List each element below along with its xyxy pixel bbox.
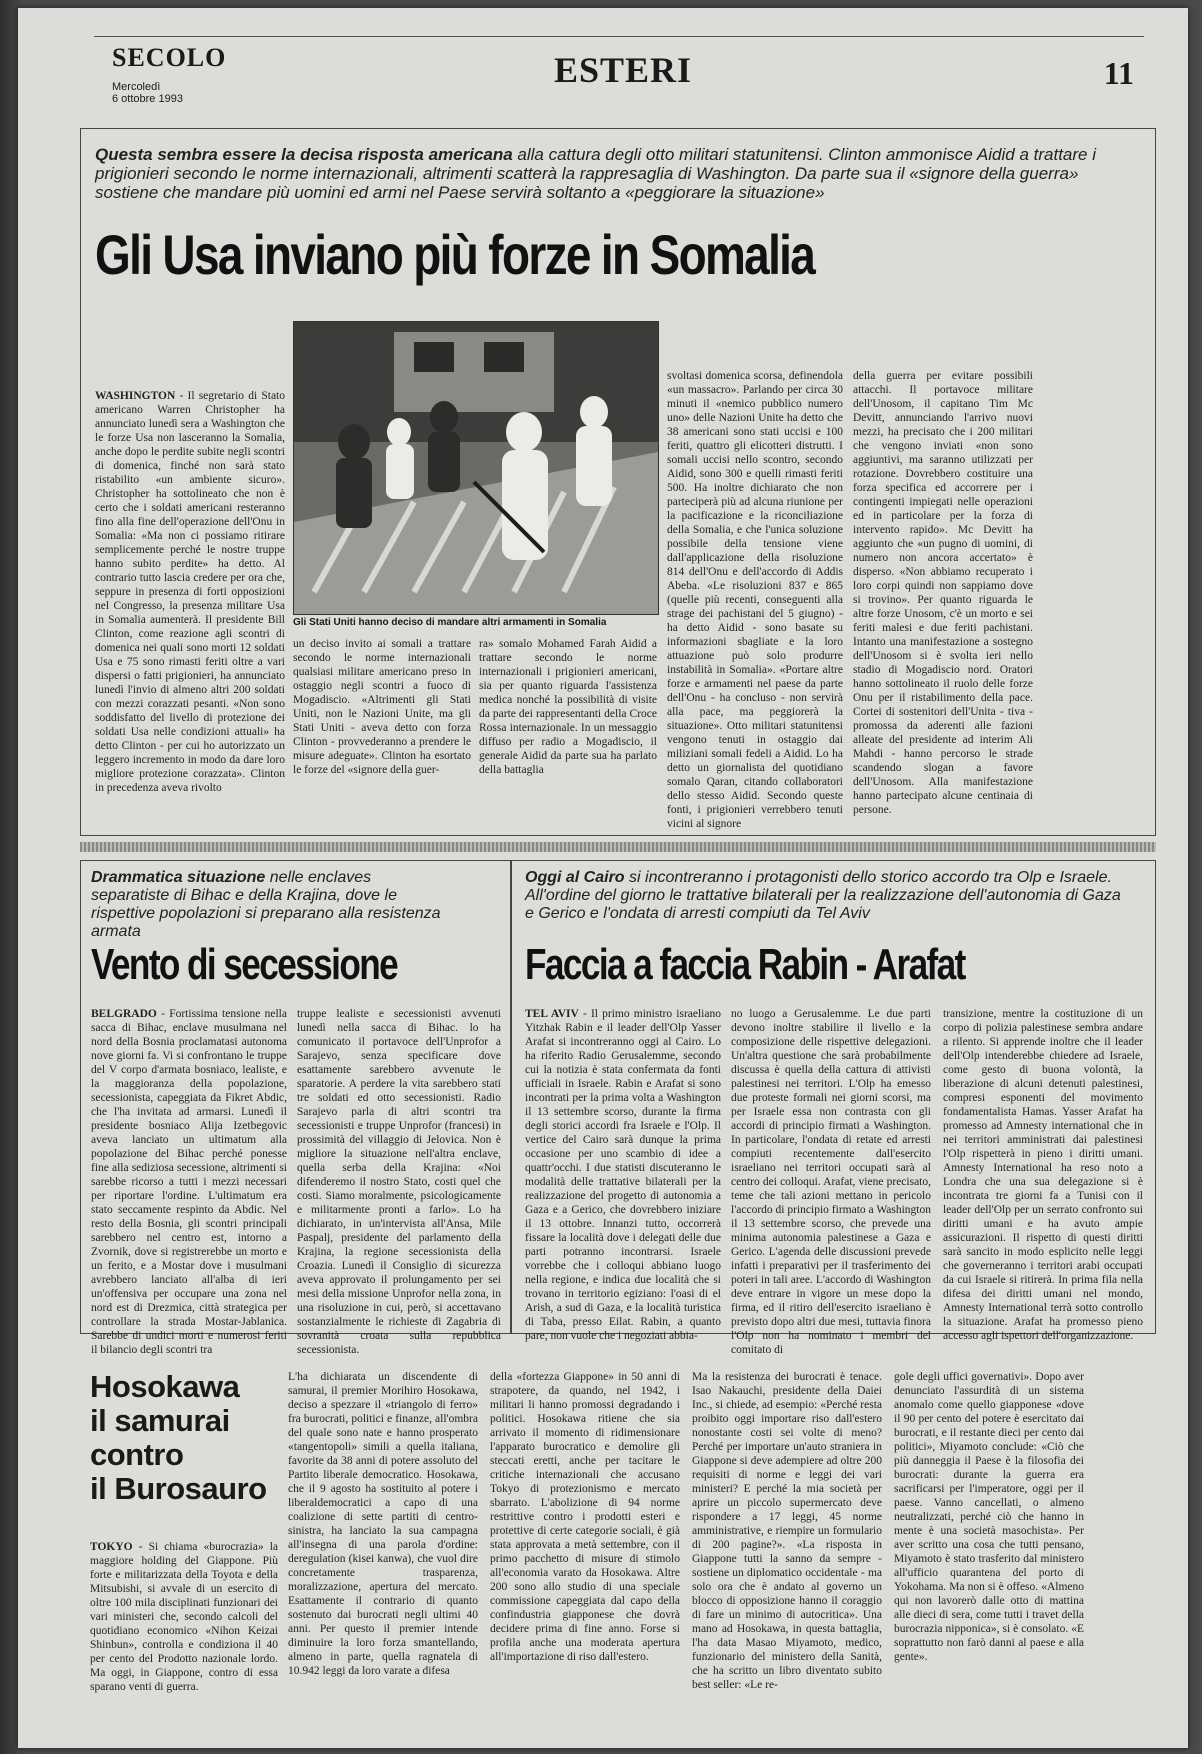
lead-dateline: WASHINGTON	[95, 390, 176, 402]
japan-headline	[90, 1370, 280, 1506]
newspaper-page	[18, 8, 1188, 1748]
japan-column-1	[90, 1540, 278, 1720]
japan-column-1-text: - Si chiama «burocrazia» la maggiore holding del Giappone. Più forte e militarizzata della Toyota e della Mitsubishi, si avvale di un esercito di oltre 100 mila disciplinati funzionari dei vari ministeri che, secondo calcoli del quotidiano economico «Nihon Keizai Shinbun», controlla e condiziona il 40 per cento del Prodotto nazionale lordo. Ma oggi, in Giappone, contro di essa sparano venti di guerra.	[90, 1541, 278, 1693]
japan-headline-line-3: contro	[90, 1437, 184, 1472]
lead-headline: Gli Usa inviano più forze in Somalia	[95, 223, 815, 286]
mideast-kicker	[525, 869, 1125, 923]
japan-column-5: gole degli uffici governativi». Dopo aver denunciato l'assurdità di un sistema anomalo come quello giapponese «dove il 90 per cento del potere è esercitato dai burocrati, e il restante dieci per cento dai politici», Miyamoto conclude: «Ciò che più danneggia il Paese è la filosofia dei burocrati: durante la guerra era sacrificarsi per l'imperatore, oggi per il paese. Vanno cancellati, o almeno neutralizzati, perché ciò che hanno in mente è una società masochista». Per aver scritto una cosa che tutti pensano, Miyamoto è stato trasferito dal ministero all'ufficio quarantena del porto di Yokohama. Ma non si è offeso. «Almeno qui non lavorerò dalle otto di mattina alle dieci di sera, come tutti i travet della burocrazia nipponica», si è consolato. «E soprattutto non farò danni al paese e alla gente».	[894, 1371, 1084, 1663]
mideast-column-1	[525, 1007, 721, 1342]
lead-kicker-bold: Questa sembra essere la decisa risposta americana	[95, 145, 513, 164]
lead-photo	[293, 321, 659, 615]
issue-date-text: 6 ottobre 1993	[112, 93, 183, 105]
lead-column-1	[95, 389, 285, 819]
lead-column-4: svoltasi domenica scorsa, definendola «un massacro». Parlando per circa 30 minuti il «nemico pubblico numero uno» delle Nazioni Unite ha detto che 38 americani sono stati uccisi e 100 feriti, quattro gli elicotteri distrutti. I somali uccisi nello scontro, secondo Aidid, sono 300 e quelli rimasti feriti 500. Ha inoltre dichiarato che non parteciperà più ad alcuna riunione per la pacificazione e la riconciliazione della Somalia, e che l'unica soluzione possibile della tensione viene dall'applicazione della risoluzione 814 dell'Onu e dell'accordo di Addis Abeba. «Le risoluzioni 837 e 865 (quelle più recenti, conseguenti alla strage dei pachistani del 5 giugno) - ha detto Aidid - sono basate su informazioni sbagliate e la loro attuazione può solo produrre instabilità in Somalia». «Portare altre forze e armamenti nel paese da parte dell'Onu - ha concluso - non servirà alla pace, ma peggiorerà la situazione». Otto militari statunitensi vengono tenuti in ostaggio dai miliziani somali fedeli a Aidid. Lo ha detto un giornalista del quotidiano somalo Qaran, citando collaboratori dello stesso Aidid. Secondo queste fonti, i prigionieri verrebbero tenuti vicini al signore	[667, 370, 843, 830]
mideast-column-1-text: - Il primo ministro israeliano Yitzhak Rabin e il leader dell'Olp Yasser Arafat si incontreranno oggi al Cairo. Lo ha riferito Radio Gerusalemme, secondo cui la notizia è stata confermata da fonti ufficiali in Israele. Rabin e Arafat si sono incontrati per la prima volta a Washington il 13 settembre scorso, durante la firma degli storici accordi fra Israele e l'Olp. Il vertice del Cairo sarà dunque la prima occasione per uno scambio di idee a quattr'occhi. I due statisti discuteranno le modalità delle trattative bilaterali per la realizzazione del progetto di autonomia a Gaza e a Gerico, che dovrebbero iniziare il 13 ottobre. Innanzi tutto, occorrerà fissare la località dove i delegati delle due parti potranno incontrarsi. Israele vorrebbe che i colloqui abbiano luogo nella regione, e indica due località che si trovano in territorio egiziano: l'oasi di el Arish, a sud di Gaza, e la località turistica di Taba, presso Eilat. Rabin, a quanto pare, non vuole che i negoziati abbia-	[525, 1008, 721, 1342]
japan-dateline: TOKYO	[90, 1541, 133, 1553]
bosnia-kicker-text: nelle enclaves separatiste di Bihac e della Krajina, dove le rispettive popolazioni si preparano alla resistenza armata	[91, 869, 441, 940]
section-separator	[80, 842, 1156, 852]
mideast-kicker-text: si incontreranno i protagonisti dello storico accordo tra Olp e Israele. All'ordine del giorno le trattative bilaterali per la realizzazione dell'autonomia di Gaza e Gerico e l'ondata di arresti compiuti da Tel Aviv	[525, 869, 1121, 922]
japan-column-3: della «fortezza Giappone» in 50 anni di strapotere, da quando, nel 1942, i militari li hanno promossi degradando i politici. Hosokawa ritiene che sia arrivato il momento di ridimensionare l'apparato burocratico e demolire gli steccati eretti, anche per tacitare le critiche internazionali che accusano Tokyo di protezionismo e mercato sbarrato. L'abolizione di 94 norme restrittive contro i prodotti esteri e protettive di certe categorie sociali, è già stata approvata a metà settembre, con il primo pacchetto di misure di stimolo all'economia varato da Hosokawa. Altre 200 sono allo studio di una speciale commissione capeggiata dal capo della confindustria giapponese che dovrà decidere prima di fine anno. Forse si profila anche una moderata apertura all'importazione di riso dall'estero.	[490, 1371, 680, 1663]
japan-headline-line-2: il samurai	[90, 1403, 230, 1438]
mideast-dateline: TEL AVIV	[525, 1008, 579, 1020]
lead-column-5: della guerra per evitare possibili attacchi. Il portavoce militare dell'Unosom, il capitano Tim Mc Devitt, annunciando l'arrivo nuovi mezzi, ha precisato che i 200 militari che vengono inviati «non sono aggiuntivi, ma saranno utilizzati per rotazione. Dovrebbero costituire una forza specifica ed accorrere per i contingenti impiegati nelle operazioni ed in particolare per la forza di intervento rapido». Mc Devitt ha aggiunto che «un pugno di uomini, di numero non ancora accertato» è disperso. «Non abbiamo recuperato i loro corpi quindi non sappiamo dove si trovino». Per quanto riguarda le altre forze Unosom, c'è un morto e sei feriti malesi e due feriti pachistani. Intanto una manifestazione a sostegno dell'Unosom si è svolta ieri nello stadio di Mogadiscio nord. Oratori hanno sottolineato il ruolo delle forze Onu per il ristabilimento della pace. Cortei di sostenitori dell'Unita - tiva - promossa da aderenti alle fazioni alleate del presidente ad interim Ali Mahdi - hanno percorso le strade scandendo slogan a favore dell'Unosom. Alla manifestazione hanno partecipato alcune centinaia di persone.	[853, 370, 1033, 816]
lead-column-2: un deciso invito ai somali a trattare secondo le norme internazionali qualsiasi militare americano preso in ostaggio negli scontri a fuoco di Mogadiscio. «Altrimenti gli Stati Uniti, non le Nazioni Unite, ma gli Stati Uniti - aveva detto con forza Clinton - provvederanno a prendere le misure adeguate». Clinton ha esortato le forze del «signore della guer-	[293, 638, 471, 776]
lead-photo-caption: Gli Stati Uniti hanno deciso di mandare altri armamenti in Somalia	[293, 617, 607, 628]
lead-kicker	[95, 145, 1135, 202]
lead-column-3: ra» somalo Mohamed Farah Aidid a trattare secondo le norme internazionali i prigionieri americani, sia per quanto riguarda l'assistenza medica nonché la possibilità di visite da parte dei rappresentanti della Croce Rossa internazionale. In un messaggio diffuso per radio a Mogadiscio, il generale Aidid da parte sua ha parlato della battaglia	[479, 638, 657, 776]
mideast-headline: Faccia a faccia Rabin - Arafat	[525, 940, 965, 989]
lead-kicker-text: alla cattura degli otto militari statunitensi. Clinton ammonisce Aidid a trattare i prigionieri secondo le norme internazionali, altrimenti scatterà la rappresaglia di Washington. Da parte sua il «signore della guerra» sostiene che mandare più uomini ed armi nel Paese servirà soltanto a «peggiorare la situazione»	[95, 145, 1096, 202]
japan-article	[80, 1340, 1156, 1740]
bosnia-column-2: truppe lealiste e secessionisti avvenuti lunedì nella sacca di Bihac. lo ha comunicato il portavoce dell'Unprofor a Sarajevo, senza specificare dove esattamente sarebbero avvenute le sparatorie. A perdere la vita sarebbero stati tre soldati ed otto secessionisti. Radio Sarajevo parla di altri scontri tra secessionisti e truppe Unprofor (francesi) in prossimità del villaggio di Jelovica. Non è migliore la situazione nell'altra enclave, quella serba della Krajina: «Noi difenderemo il nostro Stato, costi quel che costi. Siamo moralmente, psicologicamente e militarmente pronti a farlo». Lo ha dichiarato, in un'intervista all'Ansa, Mile Paspalj, presidente del parlamento della Krajina, la regione secessionista della Croazia. Lunedì il Consiglio di sicurezza aveva approvato il prolungamento per sei mesi della missione Unprofor nella zona, in una risoluzione in cui, però, si accettavano sostanzialmente le richieste di Zagabria di sovranità croata sulla repubblica secessionista.	[297, 1008, 501, 1356]
mideast-column-3: transizione, mentre la costituzione di un corpo di polizia palestinese sembra andare a rilento. Si apprende inoltre che il leader dell'Olp intenderebbe chiedere ad Israele, come gesto di buona volontà, la liberazione di alcuni detenuti palestinesi, compresi esponenti del movimento fondamentalista Hamas. Yasser Arafat ha promesso ad Amnesty international che in nei territori amministrati dai palestinesi l'Olp rispetterà in pieno i diritti umani. Amnesty International ha reso noto a Londra che una sua delegazione si è incontrata tre giorni fa a Tunisi con il leader dell'Olp per un serrato confronto sui diritti umani e ha avuto ampie assicurazioni. Il rispetto di questi diritti sarà sancito in modo esplicito nelle leggi che governeranno i territori arabi occupati da cui Israele si ritirerà. In prima fila nella difesa dei diritti umani nel mondo, Amnesty International terrà sotto controllo la situazione. Arafat ha promesso pieno accesso agli ispettori dell'organizzazione.	[943, 1008, 1143, 1342]
bosnia-dateline: BELGRADO	[91, 1008, 157, 1020]
mideast-kicker-bold: Oggi al Cairo	[525, 869, 625, 886]
masthead	[94, 36, 1144, 109]
issue-day: Mercoledì	[112, 81, 161, 93]
page-number: 11	[1103, 55, 1134, 91]
japan-headline-line-4: il Burosauro	[90, 1471, 267, 1506]
mideast-article	[510, 860, 1156, 1356]
lead-article	[80, 128, 1156, 836]
japan-column-2: L'ha dichiarata un discendente di samurai, il premier Morihiro Hosokawa, deciso a spezzare il «triangolo di ferro» fra burocrati, politici e finanze, all'ombra del quale sono nate e hanno prosperato «tangentopoli» simili a quella italiana, favorite da 38 anni di potere assoluto del Partito liberale democratico. Hosokawa, che il 9 agosto ha sostituito al potere i liberaldemocratici a capo di una coalizione di sette partiti di centro-sinistra, ha lanciato la sua campagna all'insegna di una parola d'ordine: deregulation (kisei kanwa), che vuol dire concretamente trasparenza, moralizzazione, apertura del mercato. Esattamente il contrario di quanto sostenuto dai burocrati negli ultimi 40 anni. Per questo il premier intende diminuire la loro forza smantellando, almeno in parte, quella ragnatela di 10.942 leggi da loro varate a difesa	[288, 1371, 478, 1677]
mideast-column-2: no luogo a Gerusalemme. Le due parti devono inoltre stabilire il livello e la composizione delle rispettive delegazioni. Un'altra questione che sarà probabilmente discussa è quella della cattura di attivisti palestinesi nei territori. L'Olp ha emesso due proteste formali nei giorni scorsi, ma per Israele essa non contrasta con gli accordi di principio firmati a Washington. In particolare, l'ondata di retate ed arresti compiuti recentemente dall'esercito israeliano nei territori occupati sarà al centro dei colloqui. Arafat, viene precisato, teme che tali azioni mettano in pericolo l'accordo di principio firmato a Washington il 13 settembre scorso, che prevede una minima autonomia palestinese a Gaza e Gerico. L'agenda delle discussioni prevede infatti i preparativi per il trasferimento dei poteri in tali aree. L'accordo di Washington deve entrare in vigore un mese dopo la firma, ed il ritiro dell'esercito israeliano è previsto dopo altri due mesi, tuttavia finora l'Olp non ha nominato i membri del comitato di	[731, 1008, 931, 1356]
section-title: ESTERI	[554, 50, 693, 90]
bosnia-kicker-bold: Drammatica situazione	[91, 869, 266, 886]
japan-headline-line-1: Hosokawa	[90, 1369, 240, 1404]
bosnia-kicker	[91, 869, 451, 941]
bosnia-article	[80, 860, 512, 1356]
bosnia-headline: Vento di secessione	[91, 940, 398, 989]
issue-date	[112, 81, 183, 105]
lead-column-1-text: - Il segretario di Stato americano Warren Christopher ha annunciato lunedì sera a Washington che le forze Usa non lasceranno la Somalia, anche dopo le perdite subite negli scontri di domenica, finché non sarà stato ristabilito «un ambiente sicuro». Christopher ha sottolineato che non è certo che i soldati americani resteranno fino alla fine dell'operazione dell'Onu in Somalia: «Ma non ci possiamo ritirare semplicemente perché le nostre truppe hanno subito perdite» ha detto. Al contrario tutto lascia credere per ora che, seppure in presenza di forti opposizioni nel Congresso, la presenza militare Usa in Somalia aumenterà. Il presidente Bill Clinton, come reazione agli scontri di domenica nei quali sono morti 12 soldati Usa e 75 sono rimasti feriti oltre a vari dispersi o fatti prigionieri, ha annunciato lunedì l'invio di almeno altri 200 soldati con mezzi corazzati pesanti. «Non sono soddisfatto del livello di protezione dei soldati Usa nelle condizioni attuali» ha detto Clinton - per cui ho autorizzato un leggero incremento in modo da dare loro migliore protezione corazzata». Clinton in precedenza aveva rivolto	[95, 390, 285, 794]
newspaper-logo: SECOLO	[112, 43, 227, 72]
bosnia-column-1	[91, 1007, 287, 1356]
japan-column-4: Ma la resistenza dei burocrati è tenace. Isao Nakauchi, presidente della Daiei Inc., si chiede, ad esempio: «Perché resta proibito oggi importare riso dall'estero nonostante costi sei volte di meno? Perché per importare un'auto straniera in Giappone si deve adempiere ad oltre 200 requisiti di norme e leggi dei vari ministeri? E perché la mia società per aprire un piccolo supermercato deve rispondere a 17 leggi, 45 norme amministrative, e riempire un formulario di 200 pagine?». «La risposta in Giappone tutti la sanno da sempre - sostiene un diplomatico occidentale - ma solo ora che è andato al governo un blocco di opposizione hanno il coraggio di fare un minimo di autocritica». Una mano ad Hosokawa, in questa battaglia, l'ha data Masao Miyamoto, medico, funzionario del ministero della Sanità, che ha scritto un libro diventato subito best seller: «Le re-	[692, 1371, 882, 1691]
soldiers-photo	[294, 322, 658, 614]
bosnia-column-1-text: - Fortissima tensione nella sacca di Bihac, enclave musulmana nel nord della Bosnia proclamatasi autonoma nove giorni fa. Vi si confrontano le truppe del V corpo d'armata bosniaco, lealiste, e la maggioranza della popolazione, secessionista, capeggiata da Fikret Abdic, che l'ha invitata ad armarsi. Lunedì il presidente bosniaco Alija Izetbegovic aveva lanciato un ultimatum alla popolazione del Bihac perché ponesse fine alla sediziosa secessione, altrimenti si sarebbe ricorso a tutti i mezzi necessari per riportare l'ordine. L'ultimatum era stato seccamente respinto da Abdic. Nel resto della Bosnia, gli scontri principali sarebbero nel centro est, intorno a Zvornik, dove si registrerebbe un morto e un ferito, e a Mostar dove i musulmani avrebbero lanciato all'alba di ieri un'offensiva per occupare una zona nel nord est di Drezmica, città strategica per controllare la strada Mostar-Jablanica. Sarebbe di undici morti e numerosi feriti il bilancio degli scontri tra	[91, 1008, 287, 1356]
